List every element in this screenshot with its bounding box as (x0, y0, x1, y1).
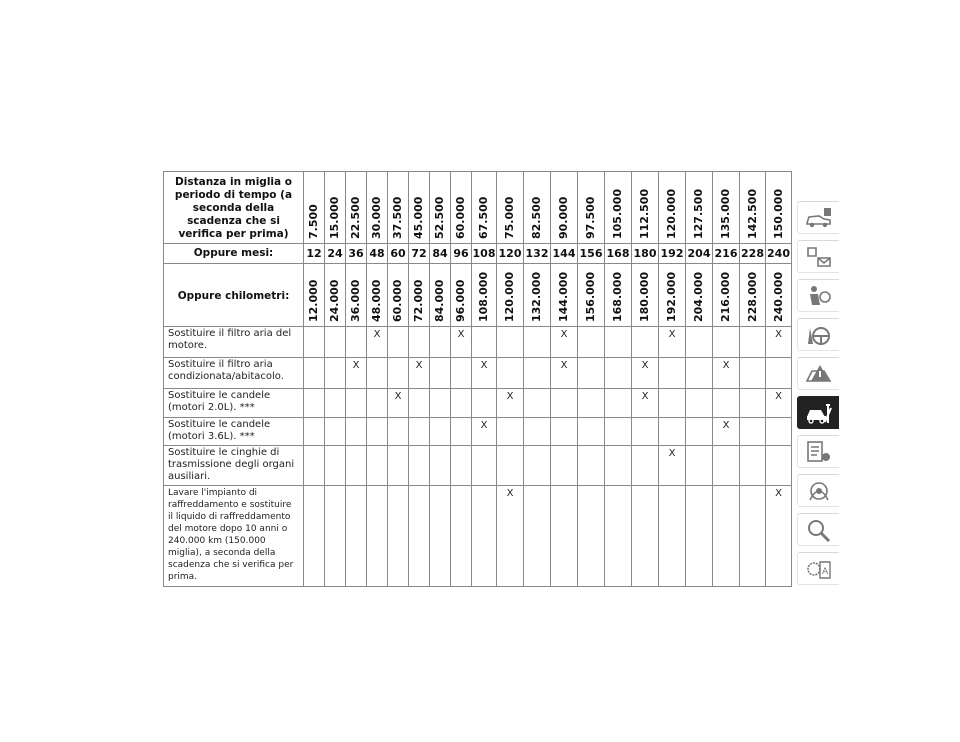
emergency-icon (804, 361, 834, 387)
miles-value: 60.000 (454, 196, 467, 239)
sidebar-tab-specifications[interactable] (797, 435, 839, 468)
months-value: 240 (766, 244, 792, 264)
service-mark (367, 486, 388, 587)
months-value: 180 (632, 244, 659, 264)
sidebar-tab-steering-start[interactable] (797, 318, 839, 351)
service-mark (325, 418, 346, 446)
km-value: 12.000 (307, 279, 320, 322)
service-mark (451, 358, 472, 389)
service-mark: X (632, 358, 659, 389)
miles-cell (659, 172, 686, 244)
service-label: Lavare l'impianto di raffreddamento e sostituire il liquido di raffreddamento del motore dopo 10 anni o 240.000 km (150.000 miglia), a seconda della scadenza che si verifica per prima. (164, 486, 304, 587)
service-row (164, 327, 792, 358)
svg-text:A: A (821, 566, 828, 577)
service-mark (409, 389, 430, 418)
km-cell (388, 264, 409, 327)
warning-lights-icon (804, 244, 834, 270)
service-mark (659, 486, 686, 587)
sidebar-tab-multimedia[interactable] (797, 474, 839, 507)
languages-icon (804, 556, 834, 582)
months-value: 84 (430, 244, 451, 264)
miles-value: 7.500 (307, 204, 320, 239)
km-cell (346, 264, 367, 327)
service-mark (686, 446, 713, 486)
service-mark (325, 327, 346, 358)
miles-value: 127.500 (692, 188, 705, 239)
km-cell (472, 264, 497, 327)
steering-start-icon (804, 322, 834, 348)
service-mark (304, 446, 325, 486)
months-value: 144 (551, 244, 578, 264)
km-cell (304, 264, 325, 327)
service-label: Sostituire il filtro aria del motore. (164, 327, 304, 358)
service-mark (472, 327, 497, 358)
km-value: 36.000 (349, 279, 362, 322)
km-value: 132.000 (530, 271, 543, 322)
service-row (164, 486, 792, 587)
service-mark (551, 446, 578, 486)
service-mark (686, 358, 713, 389)
months-value: 108 (472, 244, 497, 264)
miles-cell (686, 172, 713, 244)
service-mark (686, 418, 713, 446)
service-mark (740, 358, 766, 389)
service-mark (605, 327, 632, 358)
service-mark (430, 418, 451, 446)
service-mark (740, 389, 766, 418)
service-mark (430, 446, 451, 486)
service-row (164, 418, 792, 446)
miles-cell (766, 172, 792, 244)
service-mark (578, 389, 605, 418)
km-cell (659, 264, 686, 327)
miles-value: 142.500 (745, 188, 759, 239)
sidebar-tab-languages[interactable] (797, 552, 839, 585)
miles-cell (367, 172, 388, 244)
service-mark (346, 418, 367, 446)
service-mark (766, 418, 792, 446)
service-mark (659, 358, 686, 389)
sidebar-tab-car-info[interactable] (797, 201, 839, 234)
months-value: 132 (524, 244, 551, 264)
service-mark (472, 389, 497, 418)
miles-cell (551, 172, 578, 244)
service-mark: X (551, 358, 578, 389)
km-cell (409, 264, 430, 327)
km-label: Oppure chilometri: (164, 264, 304, 327)
miles-value: 120.000 (665, 188, 678, 239)
miles-value: 67.500 (477, 196, 490, 239)
km-value: 96.000 (454, 279, 467, 322)
miles-value: 82.500 (530, 196, 543, 239)
km-value: 144.000 (557, 271, 570, 322)
service-mark (713, 389, 740, 418)
months-value: 120 (497, 244, 524, 264)
service-mark (524, 446, 551, 486)
miles-cell (472, 172, 497, 244)
service-mark (659, 389, 686, 418)
miles-value: 15.000 (328, 196, 341, 239)
service-mark (325, 358, 346, 389)
service-mark: X (388, 389, 409, 418)
miles-cell (451, 172, 472, 244)
miles-cell (325, 172, 346, 244)
months-value: 36 (346, 244, 367, 264)
service-mark (605, 358, 632, 389)
km-cell (325, 264, 346, 327)
service-mark (409, 418, 430, 446)
miles-value: 45.000 (412, 196, 425, 239)
service-mark (451, 446, 472, 486)
service-mark (367, 418, 388, 446)
km-value: 204.000 (692, 271, 705, 322)
service-mark (605, 486, 632, 587)
service-mark (578, 327, 605, 358)
service-label: Sostituire le candele (motori 2.0L). *** (164, 389, 304, 418)
service-mark (578, 418, 605, 446)
multimedia-icon (804, 478, 834, 504)
km-value: 120.000 (503, 271, 516, 322)
miles-cell (409, 172, 430, 244)
service-mark (346, 446, 367, 486)
service-mark: X (713, 358, 740, 389)
km-row (164, 264, 792, 327)
service-mark (632, 446, 659, 486)
km-cell (766, 264, 792, 327)
service-mark: X (472, 418, 497, 446)
months-label: Oppure mesi: (164, 244, 304, 264)
km-cell (605, 264, 632, 327)
miles-value: 135.000 (719, 188, 732, 239)
miles-value: 37.500 (391, 196, 404, 239)
km-value: 48.000 (370, 279, 383, 322)
months-value: 24 (325, 244, 346, 264)
service-mark (497, 358, 524, 389)
months-value: 12 (304, 244, 325, 264)
service-mark (409, 327, 430, 358)
service-mark (388, 418, 409, 446)
months-value: 156 (578, 244, 605, 264)
km-cell (713, 264, 740, 327)
sidebar-tab-maintenance[interactable] (797, 396, 839, 429)
service-mark (686, 327, 713, 358)
service-mark (578, 446, 605, 486)
service-label: Sostituire il filtro aria condizionata/abitacolo. (164, 358, 304, 389)
service-mark (497, 327, 524, 358)
service-mark (346, 327, 367, 358)
service-mark: X (551, 327, 578, 358)
miles-cell (346, 172, 367, 244)
miles-value: 97.500 (584, 196, 597, 239)
miles-cell (632, 172, 659, 244)
km-cell (551, 264, 578, 327)
service-mark (346, 389, 367, 418)
km-cell (578, 264, 605, 327)
service-mark (367, 446, 388, 486)
miles-cell (713, 172, 740, 244)
service-mark (524, 486, 551, 587)
maintenance-icon (804, 400, 834, 426)
service-mark (740, 446, 766, 486)
car-info-icon (804, 205, 834, 231)
km-value: 192.000 (665, 271, 678, 322)
service-mark (497, 418, 524, 446)
service-mark (472, 446, 497, 486)
service-mark (740, 418, 766, 446)
service-mark: X (497, 486, 524, 587)
service-mark (524, 327, 551, 358)
service-mark (409, 446, 430, 486)
service-mark (524, 389, 551, 418)
chapter-sidebar (797, 201, 839, 591)
service-mark (430, 358, 451, 389)
service-mark (551, 486, 578, 587)
service-mark (578, 358, 605, 389)
service-mark (524, 418, 551, 446)
months-value: 168 (605, 244, 632, 264)
months-value: 228 (740, 244, 766, 264)
km-cell (524, 264, 551, 327)
service-row (164, 358, 792, 389)
km-value: 156.000 (584, 271, 597, 322)
km-value: 168.000 (611, 271, 624, 322)
service-mark (605, 418, 632, 446)
service-mark (367, 389, 388, 418)
service-row (164, 446, 792, 486)
service-mark (713, 486, 740, 587)
miles-cell (524, 172, 551, 244)
service-mark (451, 418, 472, 446)
service-mark (304, 327, 325, 358)
km-value: 228.000 (745, 271, 759, 322)
months-value: 96 (451, 244, 472, 264)
service-mark (409, 486, 430, 587)
miles-cell (578, 172, 605, 244)
service-mark (451, 486, 472, 587)
km-value: 240.000 (771, 271, 785, 322)
service-mark (740, 327, 766, 358)
months-row (164, 244, 792, 264)
service-mark (367, 358, 388, 389)
months-value: 60 (388, 244, 409, 264)
service-mark (304, 418, 325, 446)
service-mark (430, 486, 451, 587)
service-mark (686, 486, 713, 587)
months-value: 204 (686, 244, 713, 264)
service-mark (605, 446, 632, 486)
service-mark (430, 389, 451, 418)
service-mark (740, 486, 766, 587)
service-mark (578, 486, 605, 587)
sidebar-tab-emergency[interactable] (797, 357, 839, 390)
service-row (164, 389, 792, 418)
months-value: 72 (409, 244, 430, 264)
km-value: 60.000 (391, 279, 404, 322)
service-mark (659, 418, 686, 446)
km-cell (367, 264, 388, 327)
km-value: 84.000 (433, 279, 446, 322)
service-mark: X (632, 389, 659, 418)
miles-cell (740, 172, 766, 244)
km-cell (686, 264, 713, 327)
sidebar-tab-warning-lights[interactable] (797, 240, 839, 273)
service-mark (632, 418, 659, 446)
km-value: 108.000 (477, 271, 490, 322)
km-value: 180.000 (638, 271, 651, 322)
service-mark (388, 358, 409, 389)
miles-cell (605, 172, 632, 244)
service-mark: X (367, 327, 388, 358)
service-mark (551, 418, 578, 446)
service-mark: X (451, 327, 472, 358)
service-mark: X (659, 446, 686, 486)
service-mark (325, 389, 346, 418)
service-mark (766, 446, 792, 486)
service-mark: X (713, 418, 740, 446)
miles-value: 90.000 (557, 196, 570, 239)
miles-value: 112.500 (638, 188, 651, 239)
months-value: 216 (713, 244, 740, 264)
sidebar-tab-airbag-safety[interactable] (797, 279, 839, 312)
service-mark (472, 486, 497, 587)
miles-cell (430, 172, 451, 244)
airbag-safety-icon (804, 283, 834, 309)
service-mark: X (766, 327, 792, 358)
service-mark: X (766, 486, 792, 587)
service-label: Sostituire le candele (motori 3.6L). *** (164, 418, 304, 446)
index-search-icon (804, 517, 834, 543)
service-mark: X (472, 358, 497, 389)
service-label: Sostituire le cinghie di trasmissione degli organi ausiliari. (164, 446, 304, 486)
months-value: 192 (659, 244, 686, 264)
service-mark (713, 327, 740, 358)
miles-value: 75.000 (503, 196, 516, 239)
service-mark (388, 327, 409, 358)
service-mark (304, 389, 325, 418)
months-value: 48 (367, 244, 388, 264)
miles-value: 52.500 (433, 196, 446, 239)
km-value: 216.000 (719, 271, 732, 322)
service-mark (632, 486, 659, 587)
miles-value: 105.000 (611, 188, 624, 239)
service-mark (713, 446, 740, 486)
km-cell (497, 264, 524, 327)
miles-cell (497, 172, 524, 244)
service-mark (346, 486, 367, 587)
service-mark (686, 389, 713, 418)
service-mark (551, 389, 578, 418)
service-mark (430, 327, 451, 358)
service-mark (632, 327, 659, 358)
miles-value: 150.000 (771, 188, 785, 239)
service-mark (304, 358, 325, 389)
miles-header-row (164, 172, 792, 244)
km-value: 72.000 (412, 279, 425, 322)
service-mark: X (497, 389, 524, 418)
km-cell (430, 264, 451, 327)
km-cell (740, 264, 766, 327)
service-mark (451, 389, 472, 418)
maintenance-schedule-table (163, 171, 792, 587)
service-mark (497, 446, 524, 486)
miles-cell (304, 172, 325, 244)
service-mark (388, 486, 409, 587)
specifications-icon (804, 439, 834, 465)
service-mark: X (766, 389, 792, 418)
miles-value: 22.500 (349, 196, 362, 239)
service-mark: X (659, 327, 686, 358)
service-mark (325, 446, 346, 486)
service-mark: X (346, 358, 367, 389)
miles-cell (388, 172, 409, 244)
service-mark (766, 358, 792, 389)
km-value: 24.000 (328, 279, 341, 322)
service-mark (304, 486, 325, 587)
km-cell (632, 264, 659, 327)
km-cell (451, 264, 472, 327)
service-mark (605, 389, 632, 418)
distance-header-label: Distanza in miglia o periodo di tempo (a seconda della scadenza che si verifica per prima) (164, 172, 304, 244)
miles-value: 30.000 (370, 196, 383, 239)
service-mark (325, 486, 346, 587)
sidebar-tab-index-search[interactable] (797, 513, 839, 546)
service-mark: X (409, 358, 430, 389)
service-mark (388, 446, 409, 486)
service-mark (524, 358, 551, 389)
